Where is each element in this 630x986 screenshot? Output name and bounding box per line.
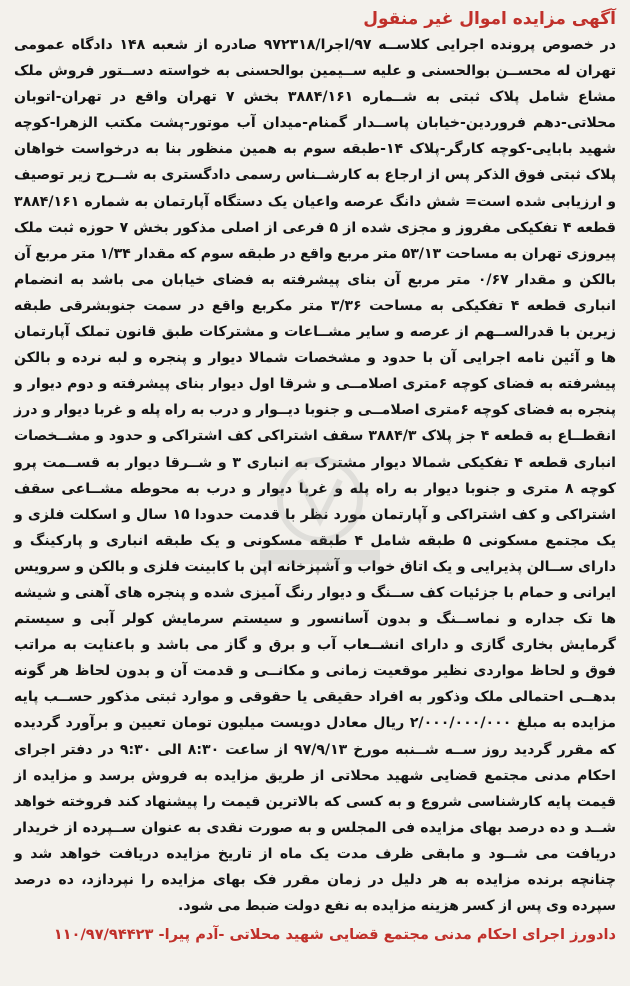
watermark-logo-icon [220,440,420,590]
notice-title: آگهی مزایده اموال غیر منقول [363,9,616,29]
notice-footer: دادورز اجرای احکام مدنی مجتمع قضایی شهید محلاتی -آدم پیرا- ۱۱۰/۹۷/۹۴۴۲۳ [53,926,616,944]
notice-body: در خصوص پرونده اجرایی کلاســه ۹۷/اجرا/۹۷۲۳۱۸ صادره از شعبه ۱۴۸ دادگاه عمومی تهران له محســن بوالحسنی و علیه ســیمین بوالحسنی به خواسته دســتور فروش ملک مشاع شامل پلاک ثبتی به شــماره ۳۸۸۴/۱۶۱ بخش ۷ تهران واقع در تهران-اتوبان محلاتی-دهم فروردین-خیابان پاســدار گمنام-میدان آب موتور-پشت مکتب الزهرا-کوچه شهید بابایی-کوچه کارگر-پلاک ۱۴-طبقه سوم به همین منظور بنا به درخواست خواهان پلاک ثبتی فوق الذکر پس از ارجاع به کارشــناس رسمی دادگستری به شــرح زیر توصیف و ارزیابی شده است= شش دانگ عرصه واعیان یک دستگاه آپارتمان به شماره ۳۸۸۴/۱۶۱ قطعه ۴ تفکیکی مفروز و مجزی شده از ۵ فرعی از اصلی مذکور بخش ۷ حوزه ثبت ملک پیروزی تهران به مساحت ۵۳/۱۳ متر مربع واقع در طبقه سوم که مقدار ۱/۳۴ متر مربع آن بالکن و مقدار ۰/۶۷ متر مربع آن بنای پیشرفته به فضای خیابان می باشد به انضمام انباری قطعه ۴ تفکیکی به مساحت ۳/۳۶ متر مکربع واقع در سمت جنوبشرقی طبقه زیرین با قدرالســهم از عرصه و سایر مشــاعات و مشترکات طبق قانون تملک آپارتمان ها و آئین نامه اجرایی آن با حدود و مشخصات شمالا دیوار و پنجره و لبه نرده و بالکن پیشرفته به فضای کوچه ۶متری اصلامــی و شرقا اول دیوار بنای پیشرفته و دوم دیوار و پنجره به فضای کوچه ۶متری اصلامــی و جنوبا دیــوار و درب به راه پله و غربا دیوار و درز انقطــاع به قطعه ۴ جز پلاک ۳۸۸۴/۳ سقف اشتراکی کف اشتراکی و حدود و مشــخصات انباری قطعه ۴ تفکیکی شمالا دیوار مشترک به انباری ۳ و شــرقا دیوار به قســمت پرو کوچه ۸ متری و جنوبا دیوار به راه پله و غربا دیوار و درب به محوطه مشــاعی سقف اشتراکی و کف اشتراکی و آپارتمان مورد نظر با قدمت حدودا ۱۵ سال و اسکلت فلزی و یک مجتمع مسکونی ۵ طبقه شامل ۴ طبقه مسکونی و یک طبقه انباری و پارکینگ و دارای ســالن پذیرایی و یک اتاق خواب و آشپزخانه اپن با کابینت فلزی و بالکن و سرویس ایرانی و حمام با جزئیات کف ســنگ و دیوار رنگ آمیزی شده و پنجره های آهنی و شیشه ها تک جداره و نماســنگ و بدون آسانسور و سیستم سرمایش کولر آبی و سیستم گرمایش بخاری گازی و دارای انشــعاب آب و برق و گاز می باشد و باعنایت به مراتب فوق و لحاظ مواردی نظیر موقعیت زمانی و مکانــی و قدمت آن و بدون لحاظ هر گونه بدهــی احتمالی ملک وذکور به افراد حقیقی یا حقوقی و موارد ثبتی مذکور حســب پایه مزایده به مبلغ ۲/۰۰۰/۰۰۰/۰۰۰ ریال معادل دویست میلیون تومان تعیین و برآورد گردیده که مقرر گردید روز ســه شــنبه مورخ ۹۷/۹/۱۳ از ساعت ۸:۳۰ الی ۹:۳۰ در دفتر اجرای احکام مدنی مجتمع قضایی شهید محلاتی از طریق مزایده به فروش برسد و مزایده از قیمت پایه کارشناسی شروع و به کسی که بالاترین قیمت را پیشنهاد کند فروخته خواهد شــد و ده درصد بهای مزایده فی المجلس و به صورت نقدی به عنوان ســپرده از خریدار دریافت می شــود و مابقی ظرف مدت یک ماه از تاریخ مزایده دریافت خواهد شد و چنانچه برنده مزایده به هر دلیل در زمان مقرر فک بهای مزایده را نپردازد، ده درصد سپرده وی پس از کسر هزینه مزایده به نفع دولت ضبط می شود. [14,37,617,915]
